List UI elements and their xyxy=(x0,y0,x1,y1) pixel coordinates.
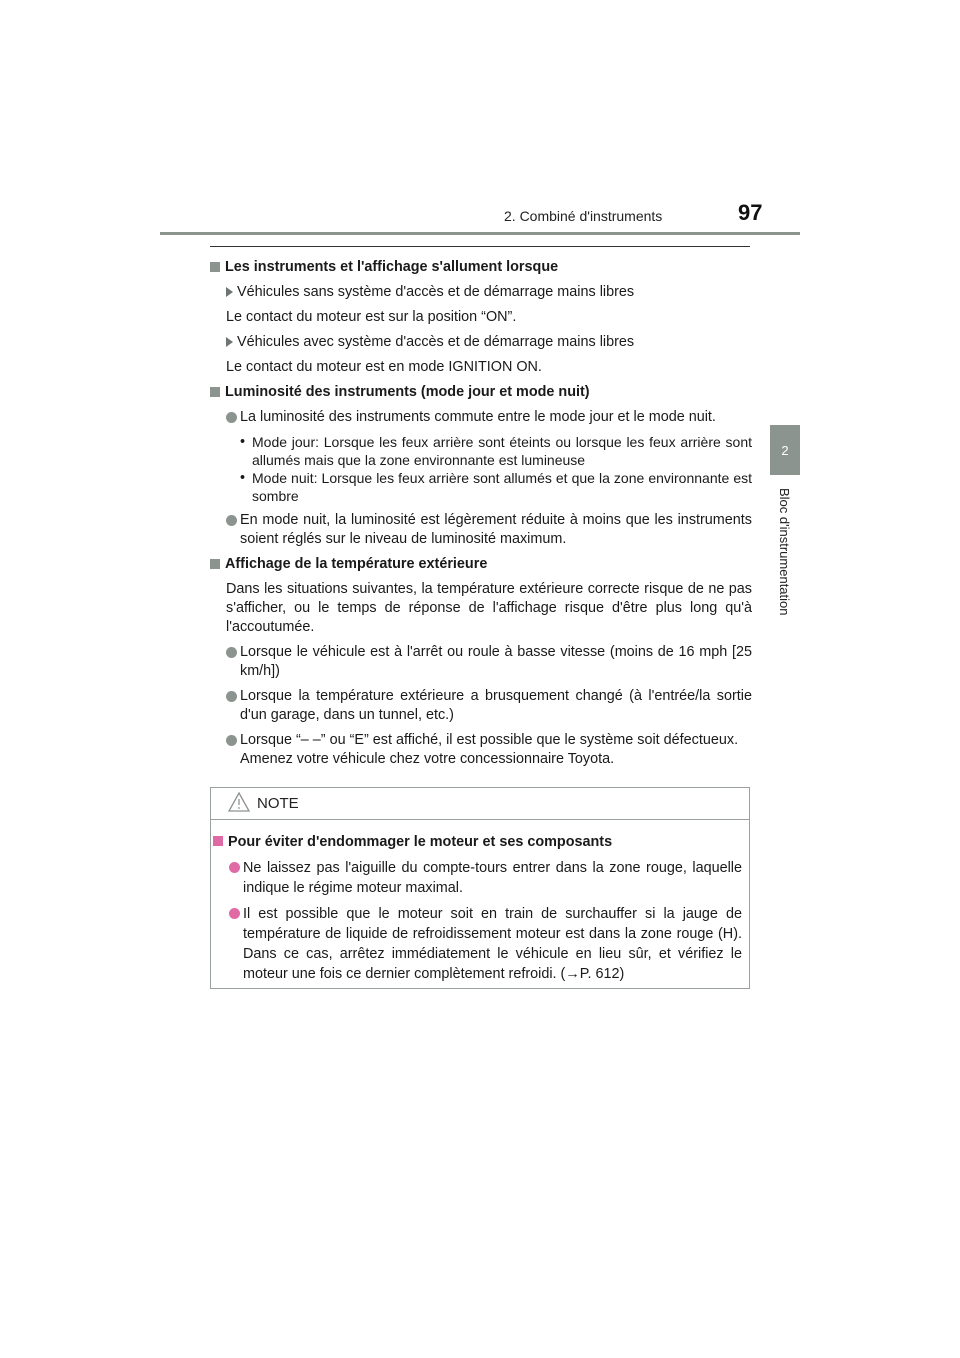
dash-text: Mode jour: Lorsque les feux arrière sont éteints ou lorsque les feux arrière sont allumés mais que la zone environnante est lumineuse xyxy=(252,434,752,468)
note-box xyxy=(210,787,750,989)
triangle-arrow-icon xyxy=(226,337,233,347)
section-heading xyxy=(210,258,752,277)
round-bullet-icon xyxy=(229,908,240,919)
square-bullet-icon xyxy=(213,836,223,846)
section-heading-text: Luminosité des instruments (mode jour et mode nuit) xyxy=(225,384,590,400)
round-bullet-icon xyxy=(226,647,237,658)
list-dot: • xyxy=(240,434,246,450)
note-header xyxy=(211,788,749,820)
bullet-text-group xyxy=(240,731,752,769)
square-bullet-icon xyxy=(210,262,220,272)
dash-item xyxy=(210,433,752,469)
round-bullet-icon xyxy=(229,862,240,873)
section-heading xyxy=(210,383,752,402)
case-line xyxy=(210,283,752,302)
case-line xyxy=(210,333,752,352)
chapter-title: Bloc d'instrumentation xyxy=(777,488,792,616)
chapter-number: 2 xyxy=(781,442,789,458)
round-bullet-icon xyxy=(226,735,237,746)
main-content xyxy=(210,258,752,775)
bullet-item xyxy=(210,643,752,681)
bullet-item xyxy=(210,731,752,769)
case-text: Véhicules avec système d'accès et de démarrage mains libres xyxy=(237,334,635,350)
header-rule xyxy=(160,232,800,235)
list-dot: • xyxy=(240,470,246,486)
bullet-item xyxy=(210,408,752,427)
section-heading-text: Affichage de la température extérieure xyxy=(225,556,488,572)
note-label: NOTE xyxy=(257,795,299,812)
bullet-text: Lorsque la température extérieure a brusquement changé (à l'entrée/la sortie d'un garage, dans un tunnel, etc.) xyxy=(240,688,752,723)
triangle-arrow-icon xyxy=(226,287,233,297)
note-heading xyxy=(213,832,742,852)
chapter-tab xyxy=(770,425,800,475)
section-heading xyxy=(210,555,752,574)
content-rule xyxy=(210,246,750,247)
dash-text: Mode nuit: Lorsque les feux arrière sont allumés et que la zone environnante est sombre xyxy=(252,470,752,504)
paragraph: Dans les situations suivantes, la température extérieure correcte risque de ne pas s'afficher, ou le temps de réponse de l'affichage risque d'être plus long qu'à l'accoutumée. xyxy=(226,581,752,635)
round-bullet-icon xyxy=(226,691,237,702)
bullet-item xyxy=(210,687,752,725)
paragraph: Le contact du moteur est en mode IGNITION ON. xyxy=(226,359,542,375)
warning-triangle-icon xyxy=(227,790,251,814)
bullet-text-extra: Amenez votre véhicule chez votre concessionnaire Toyota. xyxy=(240,751,615,767)
bullet-text: Lorsque “– –” ou “E” est affiché, il est possible que le système soit défectueux. xyxy=(240,732,739,748)
round-bullet-icon xyxy=(226,515,237,526)
dash-item xyxy=(210,469,752,505)
note-bullet-text: Ne laissez pas l'aiguille du compte-tours entrer dans la zone rouge, laquelle indique le régime moteur maximal. xyxy=(243,860,742,896)
header-section-title: 2. Combiné d'instruments xyxy=(504,208,663,224)
note-bullet-text: Il est possible que le moteur soit en train de surchauffer si la jauge de température de liquide de refroidissement moteur est dans la zone rouge (H). Dans ce cas, arrêtez immédiatement le véhicule en lieu sûr, et vérifiez le moteur une fois ce dernier complètement refroidi. (→P. 612) xyxy=(243,906,742,982)
square-bullet-icon xyxy=(210,559,220,569)
note-bullet-item xyxy=(213,904,742,984)
note-body xyxy=(211,820,749,984)
case-text: Véhicules sans système d'accès et de démarrage mains libres xyxy=(237,284,635,300)
note-bullet-item xyxy=(213,858,742,898)
bullet-item xyxy=(210,511,752,549)
page-number: 97 xyxy=(738,200,763,225)
round-bullet-icon xyxy=(226,412,237,423)
paragraph: Le contact du moteur est sur la position “ON”. xyxy=(226,309,517,325)
note-heading-text: Pour éviter d'endommager le moteur et ses composants xyxy=(228,834,613,850)
square-bullet-icon xyxy=(210,387,220,397)
section-heading-text: Les instruments et l'affichage s'allument lorsque xyxy=(225,259,559,275)
bullet-text: En mode nuit, la luminosité est légèrement réduite à moins que les instruments soient réglés sur le niveau de luminosité maximum. xyxy=(240,512,752,547)
bullet-text: La luminosité des instruments commute entre le mode jour et le mode nuit. xyxy=(240,409,716,425)
bullet-text: Lorsque le véhicule est à l'arrêt ou roule à basse vitesse (moins de 16 mph [25 km/h]) xyxy=(240,644,752,679)
